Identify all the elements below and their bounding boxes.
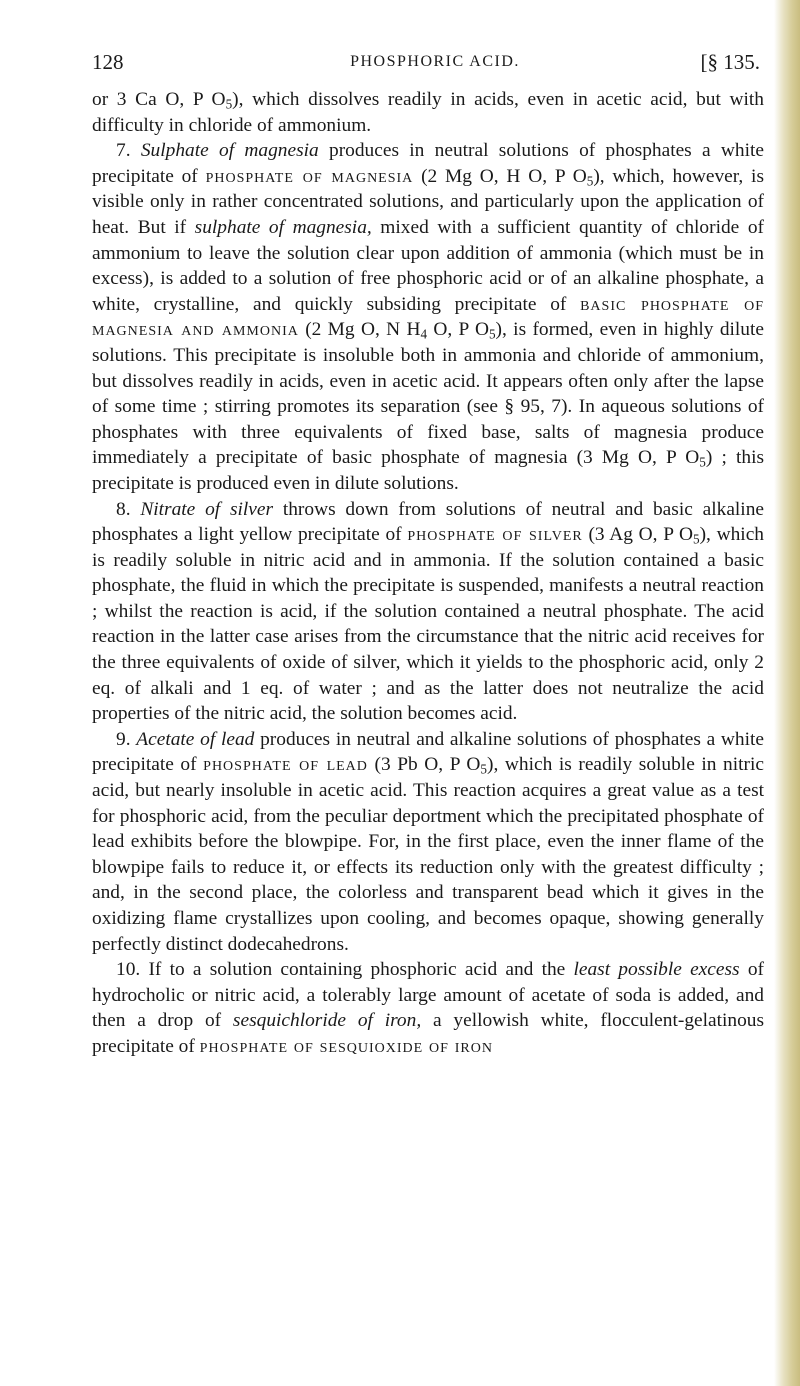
paragraph-sulphate-of-magnesia: 7. Sulphate of magnesia produces in neutral solutions of phosphates a white precipitate of phosphate of magnesia (2 Mg O, H O, P $O_5$), which, however, is visible only in rather concentrated solutions, and particularly upon the application of heat. But if sulphate of magnesia, mixed with a sufficient quantity of chloride of ammonium to leave the solution clear upon addition of ammonia (which must be in excess), is added to a solution of free phosphoric acid or of an alkaline phosphate, a white, crystalline, and quickly subsiding precipitate of basic phosphate of magnesia and ammonia (2 Mg O, N $H_4$ O, P $O_5$), is formed, even in highly dilute solutions. This precipitate is insoluble both in ammonia and chloride of ammonium, but dissolves readily in acids, even in acetic acid. It appears often only after the lapse of some time ; stirring promotes its separation (see § 95, 7). In aqueous solutions of phosphates with three equivalents of fixed base, salts of magnesia produce immediately a precipitate of basic phosphate of magnesia (3 Mg O, P $O_5$) ; this precipitate is produced even in dilute solutions. — [92, 140, 765, 494]
running-title: PHOSPHORIC ACID. — [350, 53, 520, 70]
section-reference: [§ 135. — [700, 50, 760, 74]
paragraph-acetate-of-lead: 9. Acetate of lead produces in neutral and alkaline solutions of phosphates a white precipitate of phosphate of lead (3 Pb O, P $O_5$), which is readily soluble in nitric acid, but nearly insoluble in acetic acid. This reaction acquires a great value as a test for phosphoric acid, from the peculiar deportment which the precipitated phosphate of lead exhibits before the blowpipe. For, in the first place, even the inner flame of the blowpipe fails to reduce it, or effects its reduction only with the greatest difficulty ; and, in the second place, the colorless and transparent bead which it gives in the oxidizing flame crystallizes upon cooling, and becomes opaque, showing generally perfectly distinct dodecahedrons. — [92, 728, 765, 955]
paragraph-nitrate-of-silver: 8. Nitrate of silver throws down from solutions of neutral and basic alkaline phosphates a light yellow precipitate of phosphate of silver (3 Ag O, P $O_5$), which is readily soluble in nitric acid and in ammonia. If the solution contained a basic phosphate, the fluid in which the precipitate is suspended, manifests a neutral reaction ; whilst the reaction is acid, if the solution contained a neutral phosphate. The acid reaction in the latter case arises from the circumstance that the nitric acid receives for the three equivalents of oxide of silver, which it yields to the phosphoric acid, only 2 eq. of alkali and 1 eq. of water ; and as the latter does not neutralize the acid properties of the nitric acid, the solution becomes acid. — [92, 498, 764, 725]
paragraph-acetate-of-soda-test: 10. If to a solution containing phosphoric acid and the least possible excess of hydrocholic or nitric acid, a tolerably large amount of acetate of soda is added, and then a drop of sesquichloride of iron, a yellowish white, flocculent-gelatinous precipitate of phosphate of sesquioxide of iron — [92, 959, 765, 1057]
page-number: 128 — [92, 50, 124, 74]
paragraph-continued: or 3 Ca O, P $O_5$), which dissolves readily in acids, even in acetic acid, but with difficulty in chloride of ammonium. — [92, 89, 764, 136]
body-text — [92, 87, 764, 1060]
running-header — [92, 50, 760, 80]
page-edge-shadow — [774, 0, 800, 1386]
